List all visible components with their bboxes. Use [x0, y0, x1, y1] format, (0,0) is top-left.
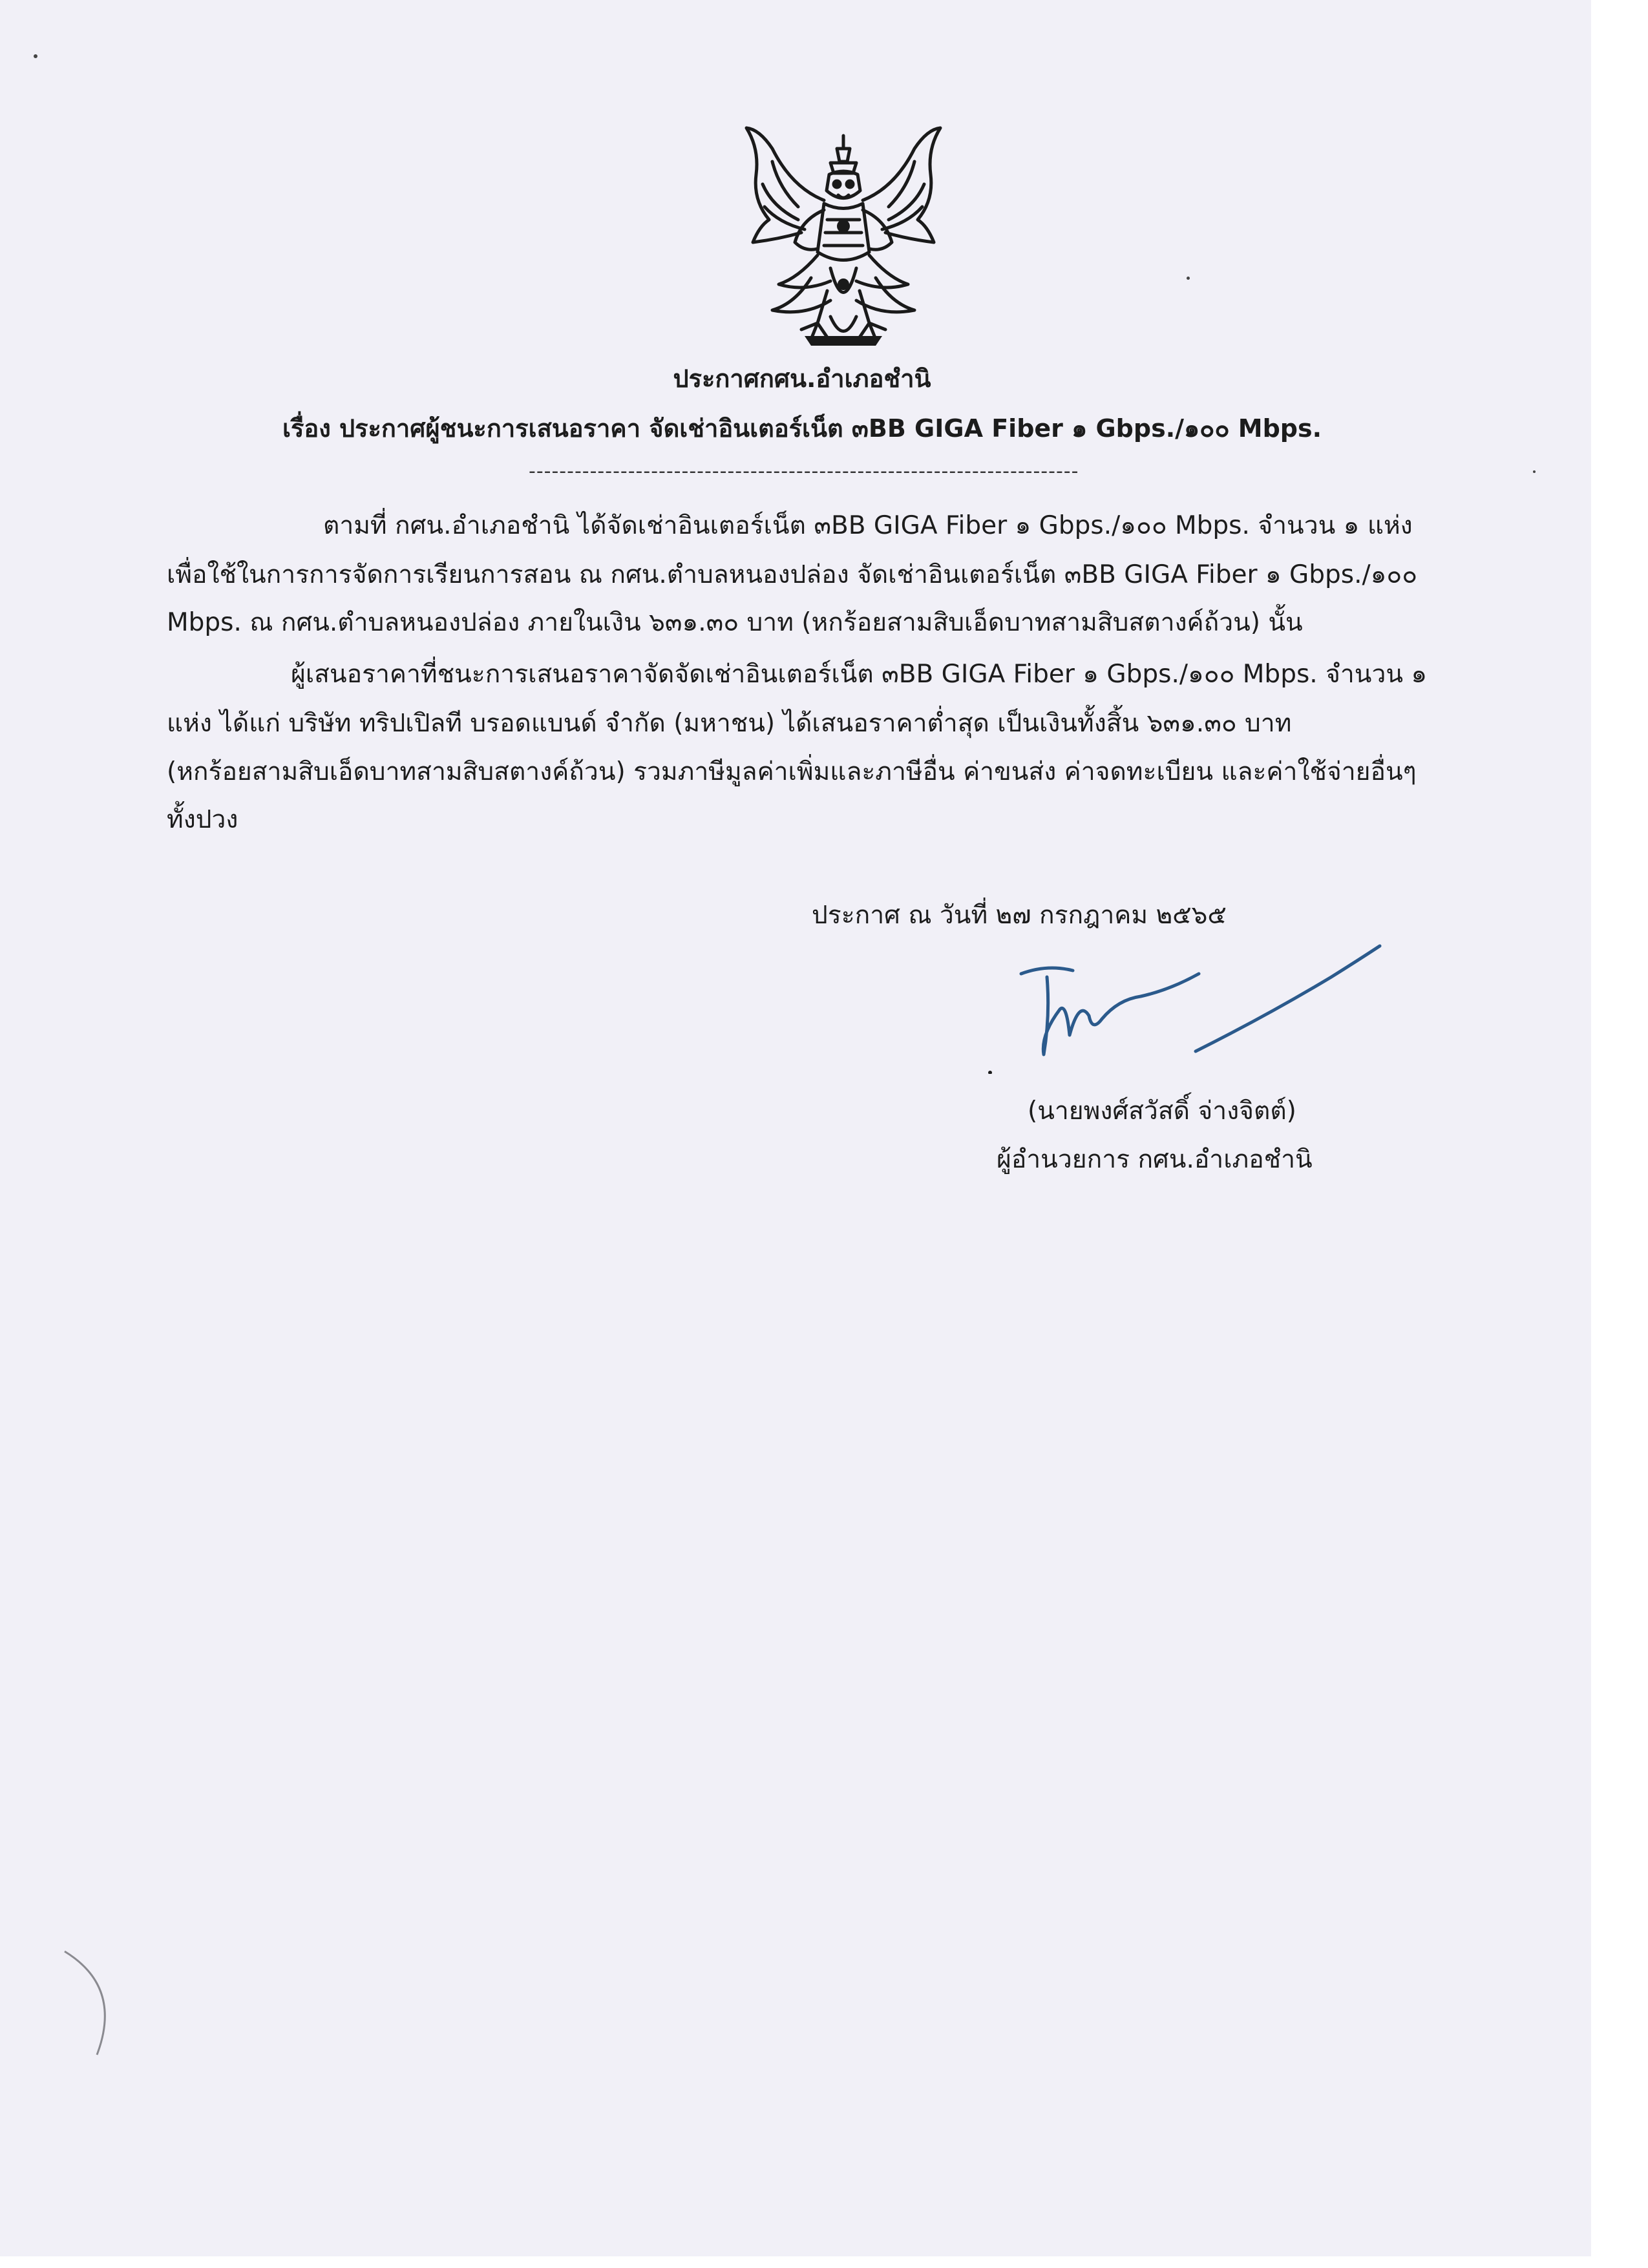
- handwritten-signature-icon: [982, 938, 1389, 1074]
- announcement-title: ประกาศกศน.อำเภอชำนิ: [673, 364, 931, 393]
- body-paragraph-1-line: Mbps. ณ กศน.ตำบลหนองปล่อง ภายในเงิน ๖๓๑.๓๐ บาท (หกร้อยสามสิบเอ็ดบาทสามสิบสตางค์ถ้วน) นั้น: [167, 608, 1303, 637]
- scan-speck: [34, 54, 37, 58]
- divider-line: ------------------------------------------------------------------------: [529, 460, 1079, 483]
- scan-speck: [1533, 470, 1536, 473]
- garuda-emblem-icon: [734, 123, 953, 352]
- scanner-margin: [1591, 0, 1648, 2268]
- body-paragraph-2-line: ผู้เสนอราคาที่ชนะการเสนอราคาจัดจัดเช่าอินเตอร์เน็ต ๓BB GIGA Fiber ๑ Gbps./๑๐๐ Mbps. จำนวน ๑: [291, 660, 1428, 689]
- body-paragraph-2-line: ทั้งปวง: [167, 805, 238, 834]
- announcement-subject: เรื่อง ประกาศผู้ชนะการเสนอราคา จัดเช่าอินเตอร์เน็ต ๓BB GIGA Fiber ๑ Gbps./๑๐๐ Mbps.: [282, 414, 1322, 443]
- announcement-date: ประกาศ ณ วันที่ ๒๗ กรกฎาคม ๒๕๖๕: [812, 901, 1227, 930]
- scanner-margin-bottom: [0, 2256, 1648, 2268]
- punch-hole-mark: [58, 1948, 129, 2058]
- signer-name: (นายพงศ์สวัสดิ์ จ่างจิตต์): [1028, 1097, 1296, 1126]
- scan-speck: [1187, 277, 1190, 280]
- signer-position: ผู้อำนวยการ กศน.อำเภอชำนิ: [997, 1145, 1313, 1174]
- body-paragraph-2-line: (หกร้อยสามสิบเอ็ดบาทสามสิบสตางค์ถ้วน) รวมภาษีมูลค่าเพิ่มและภาษีอื่น ค่าขนส่ง ค่าจดทะเบียน และค่าใช้จ่ายอื่นๆ: [167, 757, 1417, 786]
- body-paragraph-1-line: เพื่อใช้ในการการจัดการเรียนการสอน ณ กศน.ตำบลหนองปล่อง จัดเช่าอินเตอร์เน็ต ๓BB GIGA Fiber ๑ Gbps./๑๐๐: [167, 560, 1418, 589]
- body-paragraph-2-line: แห่ง ได้แก่ บริษัท ทริปเปิลที บรอดแบนด์ จำกัด (มหาชน) ได้เสนอราคาต่ำสุด เป็นเงินทั้งสิ้น ๖๓๑.๓๐ บาท: [167, 709, 1292, 738]
- body-paragraph-1-line: ตามที่ กศน.อำเภอชำนิ ได้จัดเช่าอินเตอร์เน็ต ๓BB GIGA Fiber ๑ Gbps./๑๐๐ Mbps. จำนวน ๑ แห่ง: [323, 511, 1413, 540]
